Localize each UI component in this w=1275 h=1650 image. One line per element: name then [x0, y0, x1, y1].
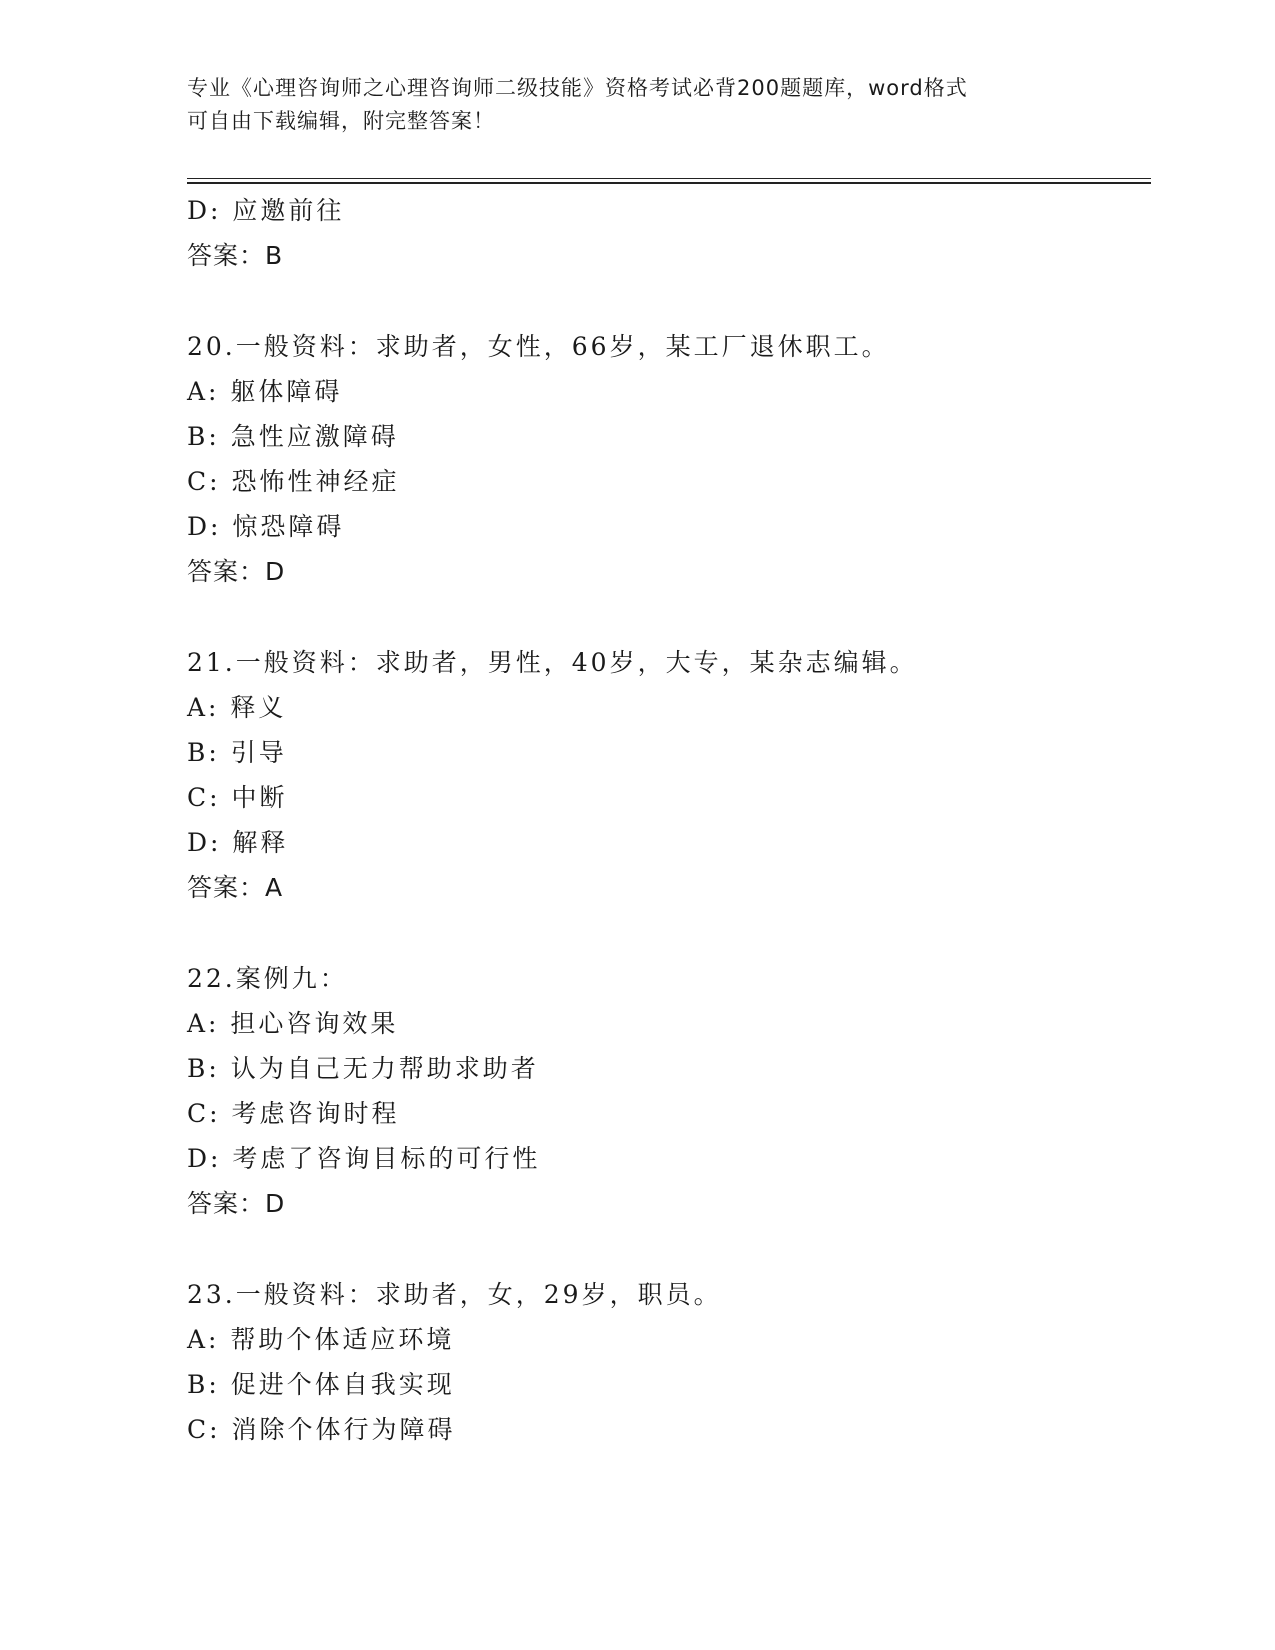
answer-line: 答案：A	[187, 873, 284, 902]
option-d: D: 应邀前往	[187, 196, 345, 225]
question-21	[187, 640, 1127, 910]
question-20	[187, 324, 1127, 594]
option-d: D: 考虑了咨询目标的可行性	[187, 1144, 541, 1173]
option-b: B: 认为自己无力帮助求助者	[187, 1054, 539, 1083]
option-a: A: 帮助个体适应环境	[187, 1325, 455, 1354]
answer-line: 答案：D	[187, 1189, 286, 1218]
question-22	[187, 956, 1127, 1226]
option-a: A: 躯体障碍	[187, 377, 343, 406]
option-a: A: 释义	[187, 693, 287, 722]
option-c: C: 消除个体行为障碍	[187, 1415, 456, 1444]
option-b: B: 急性应激障碍	[187, 422, 399, 451]
answer-line: 答案：B	[187, 241, 284, 270]
question-list	[187, 188, 1127, 1452]
answer-line: 答案：D	[187, 557, 286, 586]
question-stem: 23.一般资料：求助者，女，29岁，职员。	[187, 1280, 722, 1309]
option-c: C: 考虑咨询时程	[187, 1099, 400, 1128]
header-line-1: 专业《心理咨询师之心理咨询师二级技能》资格考试必背200题题库，word格式	[187, 76, 968, 100]
option-b: B: 促进个体自我实现	[187, 1370, 455, 1399]
option-d: D: 解释	[187, 828, 289, 857]
question-stem: 20.一般资料：求助者，女性，66岁，某工厂退休职工。	[187, 332, 890, 361]
document-header	[187, 72, 1067, 138]
option-b: B: 引导	[187, 738, 287, 767]
question-23	[187, 1272, 1127, 1452]
header-line-2: 可自由下载编辑，附完整答案！	[187, 109, 495, 133]
option-c: C: 恐怖性神经症	[187, 467, 400, 496]
question-stem: 21.一般资料：求助者，男性，40岁，大专，某杂志编辑。	[187, 648, 918, 677]
option-a: A: 担心咨询效果	[187, 1009, 399, 1038]
question-stem: 22.案例九：	[187, 964, 348, 993]
header-divider-thin	[187, 178, 1151, 179]
option-c: C: 中断	[187, 783, 288, 812]
header-divider-thick	[187, 182, 1151, 184]
option-d: D: 惊恐障碍	[187, 512, 345, 541]
